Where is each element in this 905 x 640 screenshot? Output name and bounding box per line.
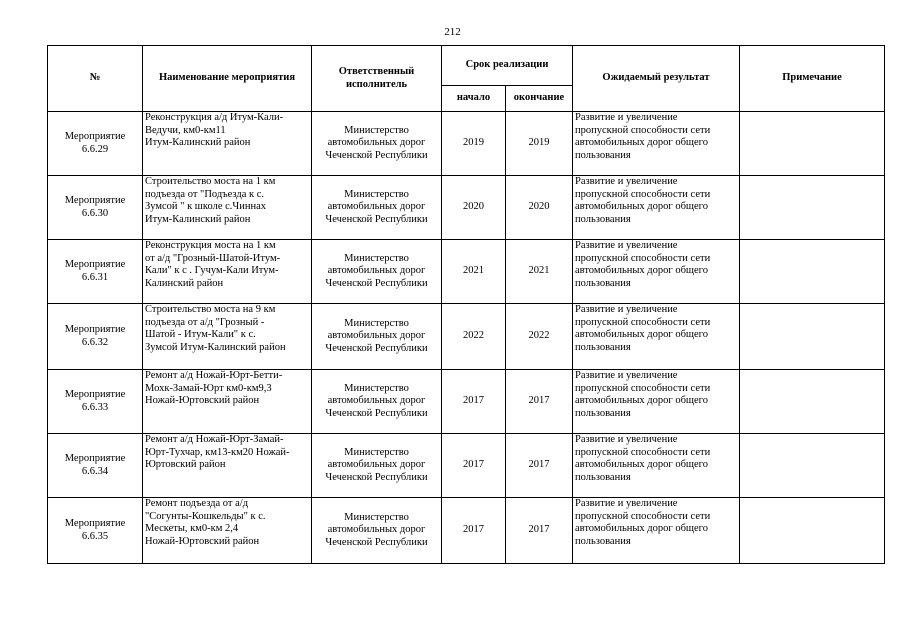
- header-result: Ожидаемый результат: [573, 46, 740, 112]
- cell-expected-result-line: пропускной способности сети: [575, 510, 711, 522]
- table-row: [48, 240, 885, 304]
- cell-expected-result: [573, 112, 740, 176]
- cell-end-year: 2017: [506, 434, 573, 498]
- cell-measure-name-line: Итум-Калинский район: [145, 213, 251, 225]
- cell-measure-name-line: Ножай-Юртовский район: [145, 395, 260, 406]
- cell-measure-number-line: 6.6.34: [81, 465, 109, 477]
- cell-measure-name-line: Ножай-Юртовский район: [145, 535, 260, 547]
- cell-expected-result-line: Развитие и увеличение: [575, 112, 678, 123]
- cell-executor-line: автомобильных дорог: [327, 201, 426, 213]
- cell-expected-result-line: пользования: [575, 213, 631, 225]
- cell-measure-name-line: Мохк-Замай-Юрт км0-км9,3: [145, 382, 272, 394]
- cell-measure-name-line: подъезда от а/д "Грозный -: [145, 316, 265, 328]
- cell-measure-number-line: Мероприятие: [64, 324, 126, 335]
- cell-measure-number-line: 6.6.29: [81, 143, 109, 155]
- cell-executor-line: Министерство: [344, 511, 409, 523]
- cell-executor: [312, 176, 442, 240]
- cell-measure-name-line: "Согунты-Кошкельды" к с.: [145, 510, 266, 522]
- cell-end-year: 2021: [506, 240, 573, 304]
- cell-expected-result-line: пропускной способности сети: [575, 382, 711, 394]
- cell-note: [740, 112, 885, 176]
- cell-note: [740, 498, 885, 564]
- cell-measure-number-line: 6.6.30: [81, 207, 109, 219]
- cell-note: [740, 240, 885, 304]
- cell-executor-line: Министерство: [344, 446, 409, 458]
- cell-expected-result-line: пользования: [575, 341, 631, 353]
- cell-expected-result-line: пропускной способности сети: [575, 252, 711, 264]
- cell-measure-name-line: Калинский район: [145, 277, 224, 289]
- cell-executor-line: автомобильных дорог: [327, 459, 426, 471]
- cell-start-year: 2021: [442, 240, 506, 304]
- cell-measure-name: [143, 176, 312, 240]
- cell-executor-line: Министерство: [344, 124, 409, 136]
- cell-measure-name-line: Реконструкция а/д Итум-Кали-: [145, 112, 284, 123]
- cell-expected-result-line: автомобильных дорог общего: [575, 395, 708, 406]
- cell-executor-line: Чеченской Республики: [325, 149, 428, 161]
- cell-measure-number: [48, 370, 143, 434]
- cell-measure-name-line: Мескеты, км0-км 2,4: [145, 523, 239, 534]
- cell-expected-result: [573, 240, 740, 304]
- cell-note: [740, 304, 885, 370]
- cell-expected-result-line: Развитие и увеличение: [575, 304, 678, 315]
- cell-start-year: 2017: [442, 370, 506, 434]
- cell-expected-result-line: пропускной способности сети: [575, 316, 711, 328]
- cell-measure-name-line: подъезда от "Подъезда к с.: [145, 188, 265, 200]
- cell-executor-line: Министерство: [344, 188, 409, 200]
- cell-measure-name-line: Юрт-Тухчар, км13-км20 Ножай-: [145, 446, 290, 458]
- cell-note: [740, 434, 885, 498]
- header-row-1: [48, 46, 885, 86]
- cell-expected-result-line: Развитие и увеличение: [575, 434, 678, 445]
- cell-expected-result-line: пропускной способности сети: [575, 188, 711, 200]
- header-executor: Ответственный исполнитель: [312, 46, 442, 112]
- cell-expected-result-line: пользования: [575, 149, 631, 161]
- cell-expected-result-line: пользования: [575, 277, 631, 289]
- cell-executor: [312, 304, 442, 370]
- table-row: [48, 304, 885, 370]
- cell-executor-line: Чеченской Республики: [325, 536, 428, 548]
- cell-end-year: 2017: [506, 498, 573, 564]
- cell-executor-line: Министерство: [344, 317, 409, 329]
- cell-expected-result-line: пользования: [575, 471, 631, 483]
- header-name: Наименование мероприятия: [143, 46, 312, 112]
- cell-expected-result-line: пропускной способности сети: [575, 124, 711, 136]
- cell-end-year: 2019: [506, 112, 573, 176]
- cell-executor-line: автомобильных дорог: [327, 395, 426, 407]
- cell-measure-number-line: Мероприятие: [64, 453, 126, 464]
- cell-measure-name-line: Ремонт а/д Ножай-Юрт-Бетти-: [145, 370, 283, 381]
- cell-measure-number: [48, 240, 143, 304]
- cell-executor-line: Чеченской Республики: [325, 342, 428, 354]
- measures-table: [47, 45, 885, 564]
- table-row: [48, 434, 885, 498]
- cell-expected-result-line: автомобильных дорог общего: [575, 137, 708, 148]
- cell-expected-result: [573, 370, 740, 434]
- header-note: Примечание: [740, 46, 885, 112]
- cell-expected-result: [573, 176, 740, 240]
- cell-expected-result-line: пользования: [575, 407, 631, 419]
- cell-measure-number-line: Мероприятие: [64, 131, 126, 142]
- cell-expected-result-line: Развитие и увеличение: [575, 370, 678, 381]
- cell-measure-number-line: 6.6.31: [81, 271, 109, 283]
- cell-executor-line: Чеченской Республики: [325, 277, 428, 289]
- cell-measure-name-line: от а/д "Грозный-Шатой-Итум-: [145, 252, 281, 264]
- cell-measure-name-line: Зумсой Итум-Калинский район: [145, 341, 286, 353]
- cell-measure-number-line: Мероприятие: [64, 259, 126, 270]
- page-number: 212: [444, 26, 461, 38]
- cell-executor-line: Министерство: [344, 382, 409, 394]
- cell-note: [740, 370, 885, 434]
- cell-measure-name: [143, 240, 312, 304]
- cell-measure-name: [143, 498, 312, 564]
- cell-measure-name: [143, 434, 312, 498]
- cell-measure-number-line: 6.6.32: [81, 336, 109, 348]
- cell-executor: [312, 498, 442, 564]
- cell-executor-line: Чеченской Республики: [325, 471, 428, 483]
- table-row: [48, 370, 885, 434]
- cell-executor: [312, 434, 442, 498]
- cell-start-year: 2019: [442, 112, 506, 176]
- cell-measure-number-line: Мероприятие: [64, 195, 126, 206]
- cell-measure-number: [48, 176, 143, 240]
- cell-expected-result-line: автомобильных дорог общего: [575, 523, 708, 534]
- cell-executor-line: автомобильных дорог: [327, 265, 426, 277]
- cell-measure-name: [143, 370, 312, 434]
- cell-measure-number: [48, 304, 143, 370]
- cell-expected-result: [573, 434, 740, 498]
- cell-expected-result: [573, 498, 740, 564]
- cell-measure-number: [48, 434, 143, 498]
- cell-measure-name-line: Шатой - Итум-Кали" к с.: [145, 329, 256, 340]
- cell-executor-line: автомобильных дорог: [327, 524, 426, 536]
- table-row: [48, 176, 885, 240]
- cell-executor-line: автомобильных дорог: [327, 330, 426, 342]
- cell-measure-name-line: Кали" к с . Гучум-Кали Итум-: [145, 265, 279, 276]
- cell-expected-result-line: автомобильных дорог общего: [575, 459, 708, 470]
- cell-start-year: 2022: [442, 304, 506, 370]
- cell-measure-name-line: Ремонт а/д Ножай-Юрт-Замай-: [145, 434, 284, 445]
- cell-measure-number: [48, 498, 143, 564]
- table-row: [48, 498, 885, 564]
- cell-measure-number-line: Мероприятие: [64, 389, 126, 400]
- cell-end-year: 2022: [506, 304, 573, 370]
- cell-measure-name-line: Юртовский район: [145, 459, 226, 470]
- cell-measure-name-line: Ремонт подъезда от а/д: [145, 498, 249, 509]
- cell-expected-result-line: пользования: [575, 535, 631, 547]
- cell-measure-name: [143, 112, 312, 176]
- cell-executor: [312, 112, 442, 176]
- cell-expected-result-line: Развитие и увеличение: [575, 498, 678, 509]
- cell-note: [740, 176, 885, 240]
- cell-measure-name-line: Реконструкция моста на 1 км: [145, 240, 276, 251]
- cell-executor-line: Чеченской Республики: [325, 213, 428, 225]
- header-period: Срок реализации: [442, 46, 573, 86]
- cell-measure-name-line: Строительство моста на 9 км: [145, 304, 276, 315]
- cell-expected-result-line: автомобильных дорог общего: [575, 201, 708, 212]
- cell-measure-name-line: Строительство моста на 1 км: [145, 176, 276, 187]
- cell-measure-name-line: Ведучи, км0-км11: [145, 124, 226, 136]
- table-body: [48, 112, 885, 564]
- cell-measure-name-line: Итум-Калинский район: [145, 137, 251, 148]
- cell-expected-result-line: Развитие и увеличение: [575, 176, 678, 187]
- table-row: [48, 112, 885, 176]
- cell-expected-result-line: Развитие и увеличение: [575, 240, 678, 251]
- cell-executor: [312, 370, 442, 434]
- cell-executor-line: Чеченской Республики: [325, 407, 428, 419]
- cell-measure-number: [48, 112, 143, 176]
- cell-end-year: 2020: [506, 176, 573, 240]
- cell-measure-number-line: 6.6.33: [81, 401, 109, 413]
- cell-expected-result-line: автомобильных дорог общего: [575, 329, 708, 340]
- cell-executor-line: Министерство: [344, 252, 409, 264]
- cell-measure-name: [143, 304, 312, 370]
- header-num: №: [48, 46, 143, 112]
- cell-executor: [312, 240, 442, 304]
- cell-measure-number-line: 6.6.35: [81, 530, 109, 542]
- cell-start-year: 2020: [442, 176, 506, 240]
- cell-expected-result-line: автомобильных дорог общего: [575, 265, 708, 276]
- cell-start-year: 2017: [442, 498, 506, 564]
- cell-measure-number-line: Мероприятие: [64, 518, 126, 529]
- cell-start-year: 2017: [442, 434, 506, 498]
- cell-expected-result: [573, 304, 740, 370]
- cell-measure-name-line: Зумсой " к школе с.Чиннах: [145, 201, 266, 212]
- header-end: окончание: [506, 86, 573, 112]
- cell-executor-line: автомобильных дорог: [327, 137, 426, 149]
- header-start: начало: [442, 86, 506, 112]
- cell-expected-result-line: пропускной способности сети: [575, 446, 711, 458]
- cell-end-year: 2017: [506, 370, 573, 434]
